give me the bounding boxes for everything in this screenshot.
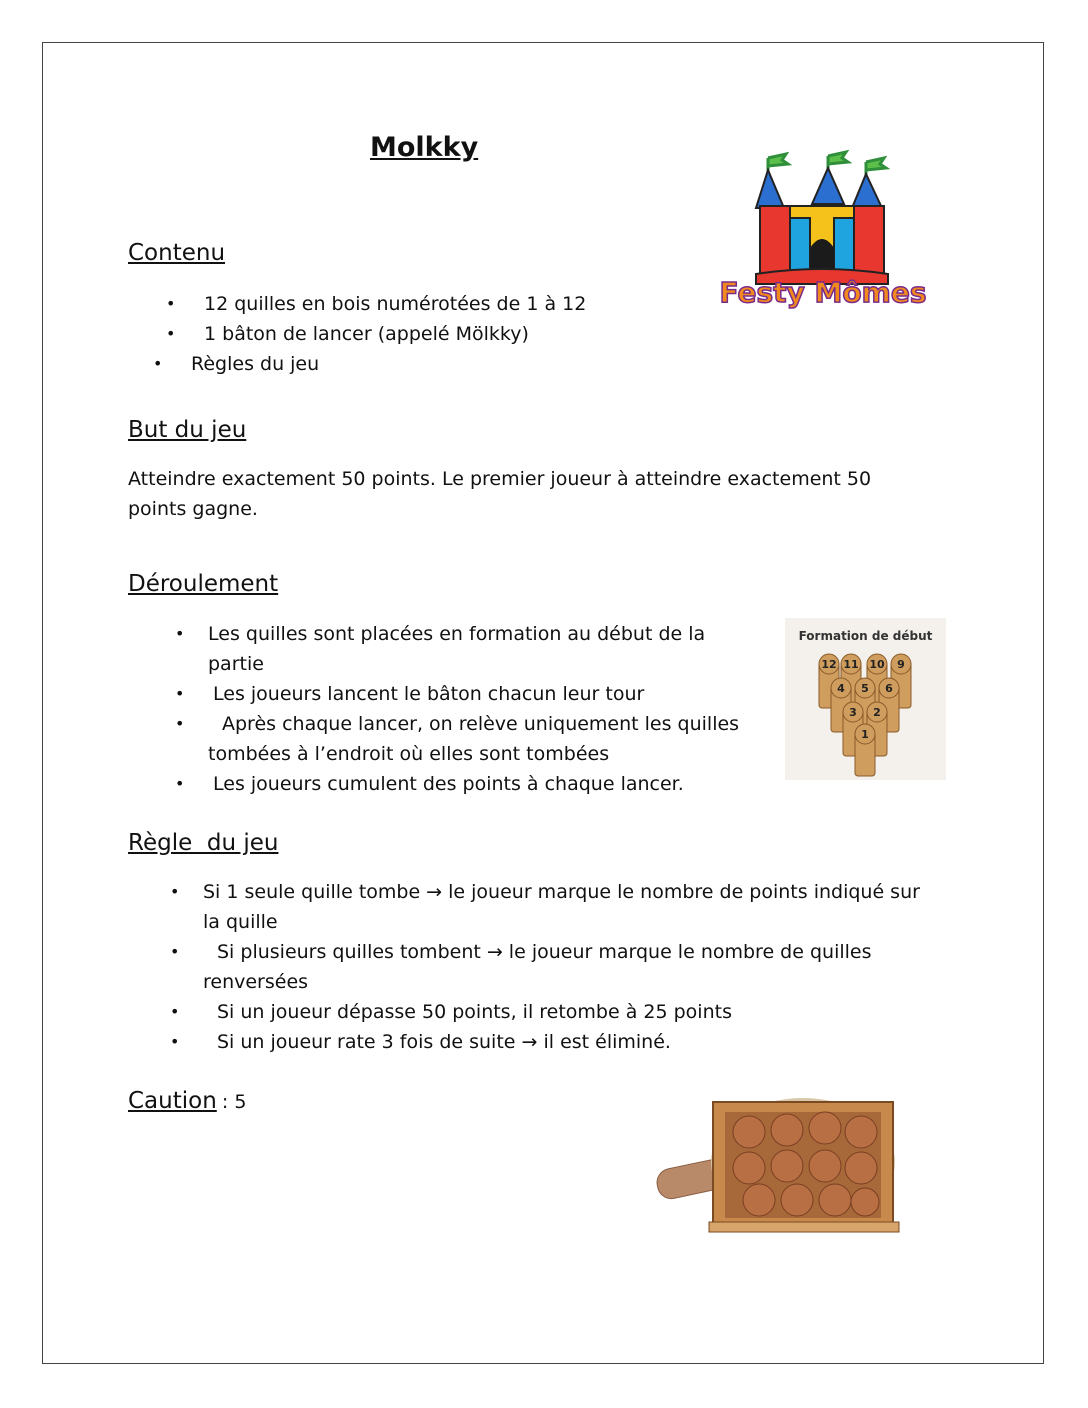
list-item: • Les quilles sont placées en formation au début de la partie [208, 619, 768, 679]
list-item: • Les joueurs cumulent des points à chaque lancer. [208, 769, 768, 799]
list-item: • 1 bâton de lancer (appelé Mölkky) [204, 319, 586, 349]
pin-label: 3 [849, 706, 857, 719]
pin-label: 6 [885, 682, 893, 695]
formation-label: Formation de début [798, 629, 933, 643]
pin-label: 11 [843, 658, 859, 671]
pin-label: 2 [873, 706, 881, 719]
caution-value: : 5 [221, 1091, 247, 1113]
but-line: points gagne. [128, 498, 258, 520]
list-item: • Si 1 seule quille tombe → le joueur marque le nombre de points indiqué sur la quille [203, 877, 963, 937]
contenu-heading: Contenu [128, 240, 226, 266]
pin-label: 4 [837, 682, 845, 695]
but-line: Atteindre exactement 50 points. Le premier joueur à atteindre exactement 50 [128, 468, 872, 490]
caution-line [128, 1088, 246, 1114]
regle-list [203, 877, 963, 1057]
pin-label: 5 [861, 682, 869, 695]
formation-image [785, 618, 946, 780]
pin-label: 10 [869, 658, 885, 671]
list-item: • Après chaque lancer, on relève uniquement les quilles tombées à l’endroit où elles sont tombées [208, 709, 768, 769]
list-item: • Si plusieurs quilles tombent → le joueur marque le nombre de quilles renversées [203, 937, 963, 997]
list-item: • Si un joueur rate 3 fois de suite → il est éliminé. [203, 1027, 963, 1057]
caution-label: Caution [128, 1088, 217, 1114]
page-title: Molkky [370, 132, 479, 163]
but-heading: But du jeu [128, 417, 247, 443]
regle-heading: Règle du jeu [128, 830, 279, 856]
pin-label: 1 [861, 728, 869, 741]
contenu-list [191, 289, 587, 379]
list-item: • 12 quilles en bois numérotées de 1 à 12 [204, 289, 586, 319]
deroulement-heading: Déroulement [128, 571, 279, 597]
list-item: • Les joueurs lancent le bâton chacun leur tour [208, 679, 768, 709]
pin-label: 12 [821, 658, 837, 671]
list-item: • Si un joueur dépasse 50 points, il retombe à 25 points [203, 997, 963, 1027]
festy-momes-logo [719, 146, 927, 309]
but-paragraph [128, 464, 988, 524]
deroulement-list [208, 619, 768, 799]
pin-label: 9 [897, 658, 905, 671]
molkky-box-image [653, 1090, 913, 1240]
svg-text:Festy Mômes: Festy Mômes [719, 276, 927, 309]
list-item: • Règles du jeu [191, 349, 573, 379]
